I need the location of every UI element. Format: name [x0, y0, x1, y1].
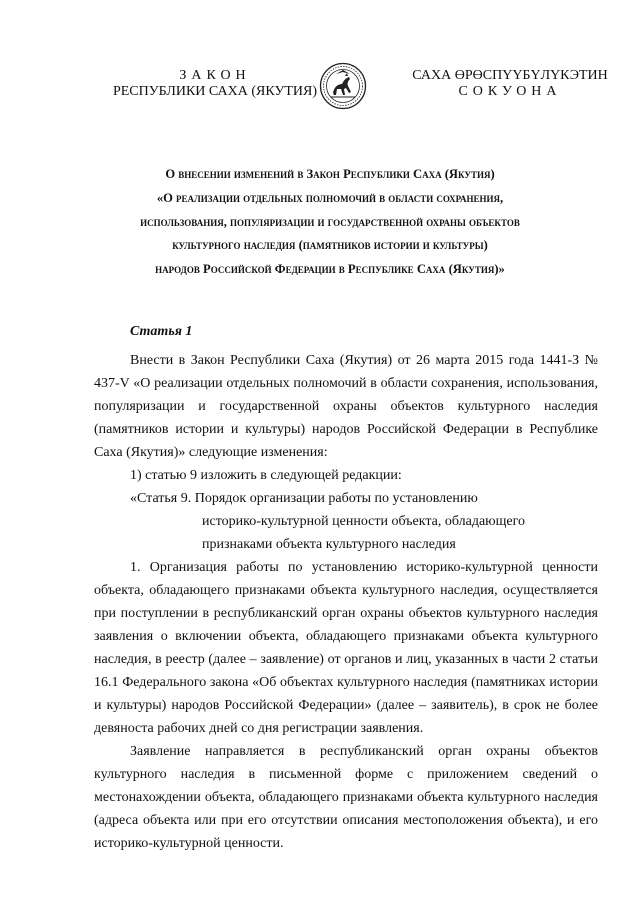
header-law-label: ЗАКОН	[179, 68, 251, 83]
header-right	[395, 68, 625, 100]
header-left	[100, 68, 330, 100]
quote-heading-line: историко-культурной ценности объекта, обладающего	[202, 514, 525, 529]
article-heading: Статья 1	[130, 324, 193, 339]
header-sakha-republic-label: САХА ӨРӨСПҮҮБҮЛҮКЭТИН	[412, 68, 608, 83]
coat-of-arms-emblem	[319, 62, 367, 110]
header-law-label-sakha: СОКУОНА	[458, 84, 562, 99]
item-1: 1) статью 9 изложить в следующей редакции:	[130, 468, 402, 483]
paragraph-1: 1. Организация работы по установлению историко-культурной ценности объекта, обладающего признаками объекта культурного наследия, осуществляется при поступлении в республиканский орган охраны объектов культурного наследия заявления о включении объекта, обладающего признаками объекта культурного наследия, в реестр (далее – заявление) от органов и лиц, указанных в части 2 статьи 16.1 Федерального закона «Об объектах культурного наследия (памятниках истории и культуры) народов Российской Федерации» (далее – заявитель), в срок не более девяноста рабочих дней со дня регистрации заявления.	[94, 560, 598, 736]
title-line: народов Российской Федерации в Республике Саха (Якутия)»	[155, 262, 505, 277]
title-line: использования, популяризации и государственной охраны объектов	[140, 214, 520, 229]
title-line: О внесении изменений в Закон Республики Саха (Якутия)	[165, 167, 495, 181]
title-line: «О реализации отдельных полномочий в области сохранения,	[156, 190, 504, 205]
paragraph-2: Заявление направляется в республиканский орган охраны объектов культурного наследия в письменной форме с приложением сведений о местонахождении объекта, обладающего признаками объекта культурного наследия (адреса объекта или при его отсутствии описания местоположения объекта), и его историко-культурной ценности.	[94, 744, 598, 851]
header-republic-label: РЕСПУБЛИКИ САХА (ЯКУТИЯ)	[112, 84, 318, 99]
article-intro: Внести в Закон Республики Саха (Якутия) от 26 марта 2015 года 1441-З № 437-V «О реализации отдельных полномочий в области сохранения, использования, популяризации и государственной охраны объектов культурного наследия (памятников истории и культуры) народов Российской Федерации в Республике Саха (Якутия)» следующие изменения:	[94, 353, 598, 460]
document-title	[60, 163, 600, 282]
quote-heading-line: «Статья 9. Порядок организации работы по установлению	[130, 491, 478, 506]
title-line: культурного наследия (памятников истории и культуры)	[172, 238, 488, 253]
article-body	[94, 320, 598, 855]
quote-heading-line: признаками объекта культурного наследия	[202, 537, 456, 552]
